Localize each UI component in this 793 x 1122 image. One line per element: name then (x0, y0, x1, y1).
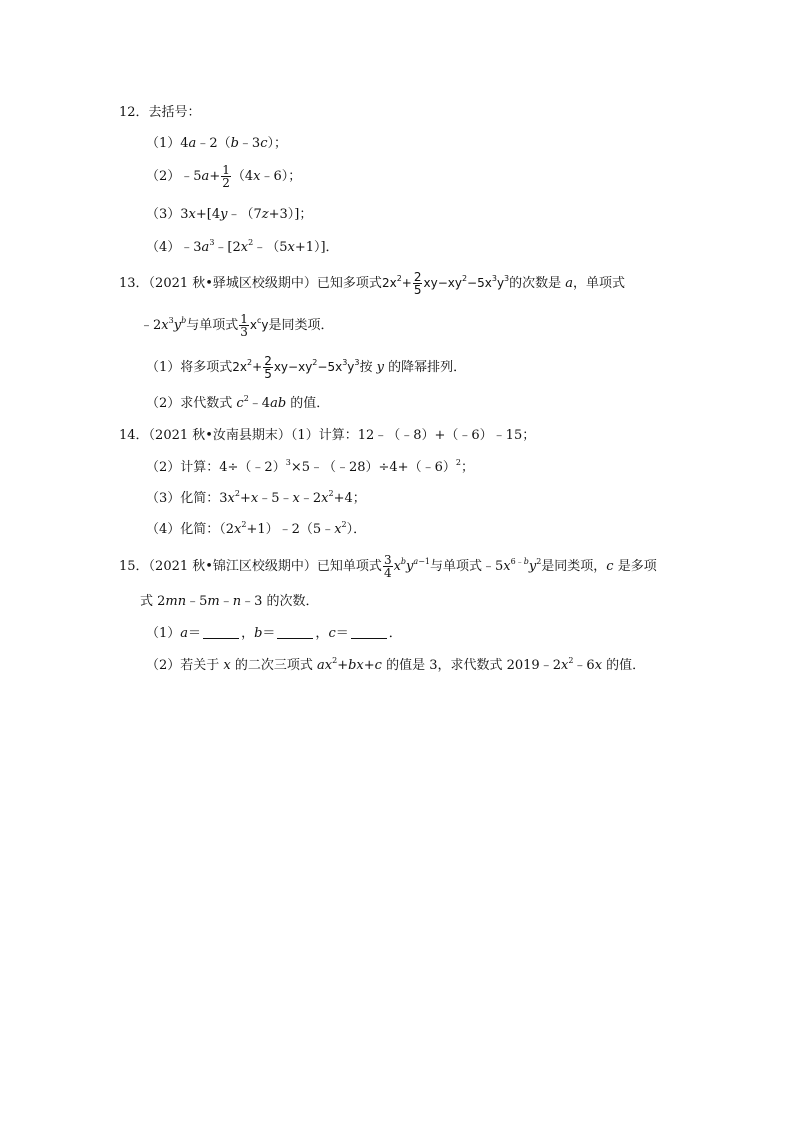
q13-stem-line-2: $﹣2x^3y^b$与单项式 $\frac{1}{3}$ $x^cy$是同类项． (140, 312, 334, 339)
q12-item-3: （3）3x+[4y﹣（7z+3）]； (146, 207, 313, 222)
q13-item-1: （1）将多项式$2x^2+$ $\frac{2}{5}$ $xy-xy^2-5x^3y^3$按 y 的降幂排列． (146, 354, 467, 381)
q12-stem (119, 104, 201, 122)
answer-blank-c[interactable] (351, 626, 387, 639)
answer-blank-a[interactable] (203, 626, 239, 639)
q12-item-2: （2）﹣5a+ $\frac{1}{2}$ （4x﹣6）； (146, 163, 302, 190)
q12-item-4: $(4)﹣3a^3﹣[2x^2﹣(5x+1)]$． (146, 238, 339, 255)
q14-stem-text: 14．（2021 秋•汝南县期末）（1）计算：12﹣（﹣8）+（﹣6）﹣15； (119, 428, 536, 443)
fraction-one-half: $\frac{1}{2}$ (222, 163, 230, 190)
q13-stem-line-1: 13．（2021 秋•驿城区校级期中）已知多项式$2x^2+$ $\frac{2}{5}$ $xy-xy^2-5x^3y^3$的次数是 a，单项式 (119, 270, 626, 297)
q15-item-2: （2）若关于 x 的二次三项式 $ax^2+bx+c$ 的值是 3，求代数式 $2019﹣2x^2﹣6x$ 的值． (146, 656, 646, 673)
q15-item-1: （1）a＝ ，b＝ ，c＝ ． (146, 626, 402, 641)
q12-stem-text: 12．去括号： (119, 105, 201, 120)
q14-stem (119, 427, 535, 445)
q15-stem-line-2: 式 2mn﹣5m﹣n﹣3 的次数． (140, 594, 319, 609)
q15-stem-line-1: 15．（2021 秋•锦江区校级期中）已知单项式 $\frac{3}{4}$ $x^by^{a-1}$与单项式$﹣5x^{6﹣b}y^2$是同类项，c 是多项 (119, 553, 657, 580)
q13-item-2: （2）求代数式 $c^2﹣4ab$ 的值． (146, 394, 330, 411)
answer-blank-b[interactable] (277, 626, 313, 639)
q12-item-1: （1）4a﹣2（b﹣3c）； (146, 136, 287, 151)
q14-item-4: （4）化简：$(2x^2+1)﹣2(5﹣x^2)$． (146, 520, 367, 537)
q14-item-3: （3）化简：$3x^2+x﹣5﹣x﹣2x^2+4$； (146, 489, 366, 506)
q14-item-2: （2）计算：4÷（﹣2）$^3$×5﹣（﹣28）÷4+（﹣6）$^2$； (146, 458, 474, 475)
